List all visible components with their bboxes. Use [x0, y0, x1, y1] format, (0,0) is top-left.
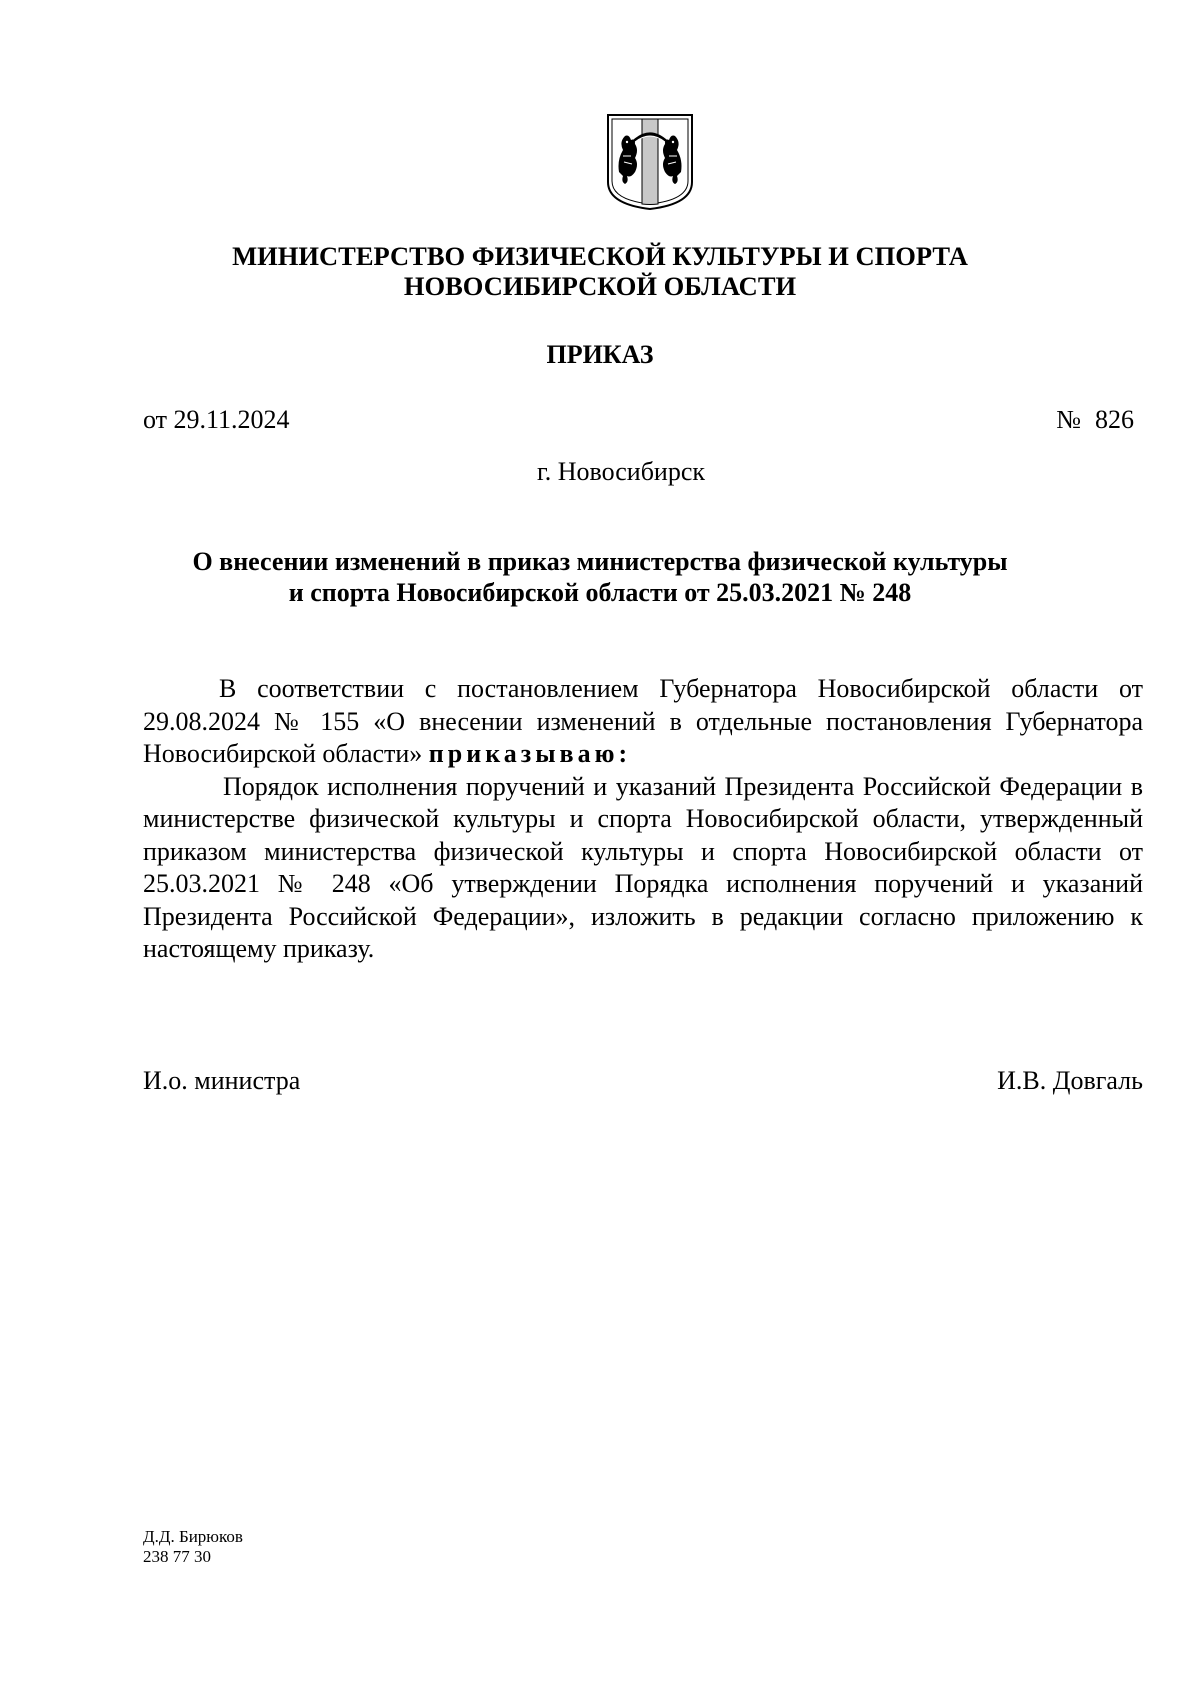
order-word: приказываю [428, 739, 619, 768]
document-body [143, 673, 1143, 966]
document-subject [0, 546, 1200, 608]
signatory-name: И.В. Довгаль [997, 1066, 1143, 1095]
document-date: от 29.11.2024 [143, 405, 290, 434]
signatory-role: И.о. министра [143, 1066, 301, 1095]
executor-name: Д.Д. Бирюков [143, 1527, 243, 1546]
number-sign: № [1056, 405, 1081, 434]
document-type: ПРИКАЗ [546, 340, 654, 369]
body-paragraph-1-text: В соответствии с постановлением Губернатора Новосибирской области от 29.08.2024 № 155 «О внесении изменений в отдельные постановления Губернатора Новосибирской области» [143, 674, 1143, 768]
document-number [1056, 405, 1134, 435]
number-value: 826 [1095, 405, 1134, 434]
order-colon: : [618, 739, 628, 768]
body-paragraph-2: Порядок исполнения поручений и указаний Президента Российской Федерации в министерстве физической культуры и спорта Новосибирской области, утвержденный приказом министерства физической культуры и спорта Новосибирской области от 25.03.2021 № 248 «Об утверждении Порядка исполнения поручений и указаний Президента Российской Федерации», изложить в редакции согласно приложению к настоящему приказу. [143, 771, 1143, 963]
ministry-name [0, 241, 1200, 301]
subject-line2: и спорта Новосибирской области от 25.03.2021 № 248 [288, 578, 912, 607]
document-city: г. Новосибирск [536, 457, 706, 486]
subject-line1: О внесении изменений в приказ министерства физической культуры [192, 547, 1008, 576]
executor-phone: 238 77 30 [143, 1547, 211, 1566]
ministry-name-line1: МИНИСТЕРСТВО ФИЗИЧЕСКОЙ КУЛЬТУРЫ И СПОРТА [232, 241, 968, 271]
body-paragraph-1 [143, 673, 1143, 771]
coat-of-arms-icon [605, 112, 695, 212]
executor-info [143, 1527, 243, 1567]
ministry-name-line2: НОВОСИБИРСКОЙ ОБЛАСТИ [403, 271, 797, 301]
